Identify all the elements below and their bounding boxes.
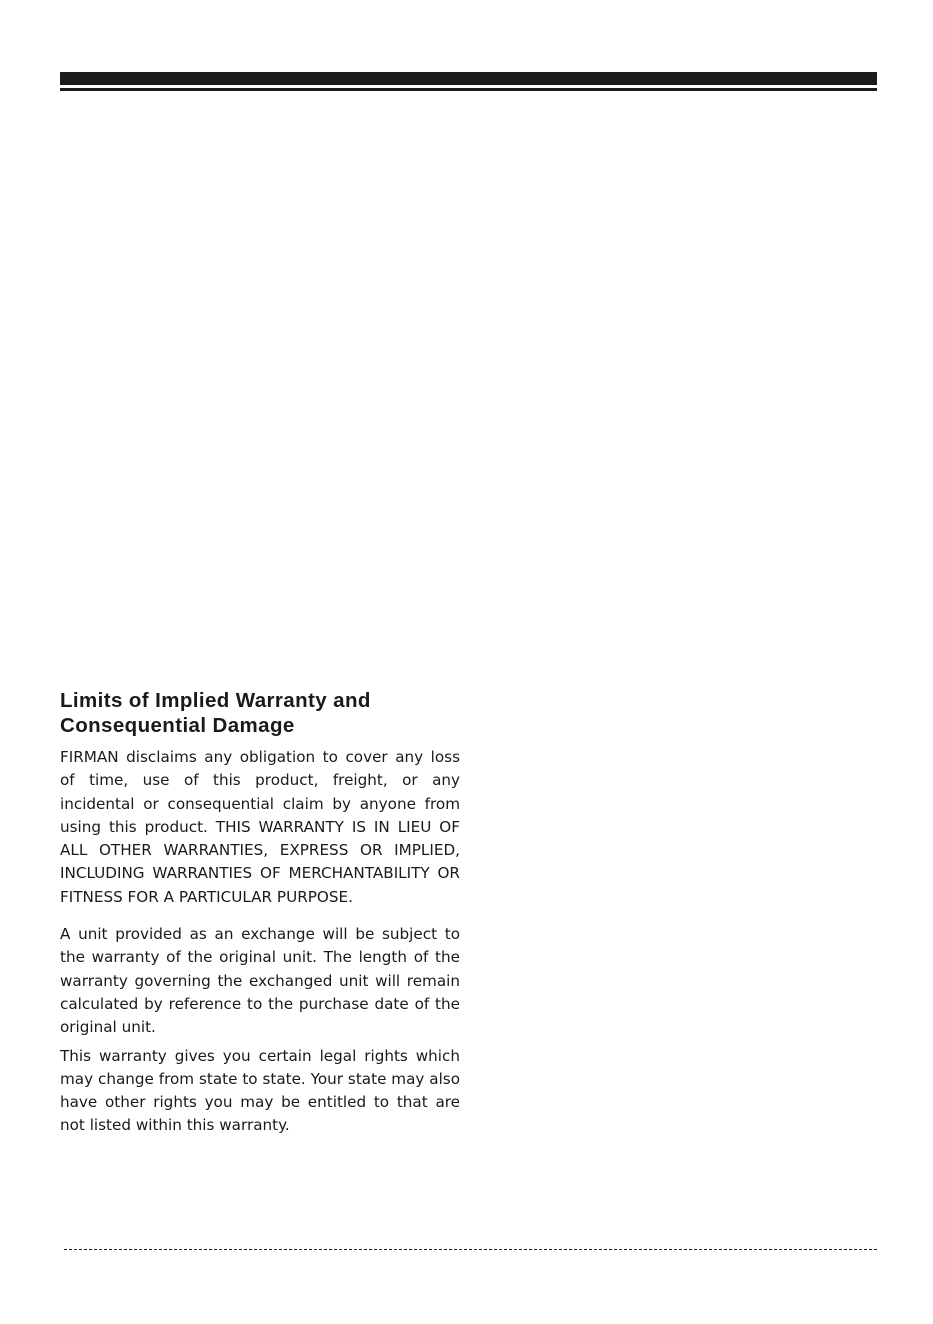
- paragraph-exchange-unit: A unit provided as an exchange will be subject to the warranty of the original unit. The length of the warranty governing the exchanged unit will remain calculated by reference to the purchase date of the original unit.: [60, 925, 460, 1037]
- paragraph-legal-rights: This warranty gives you certain legal rights which may change from state to state. Your state may also have other rights you may be entitled to that are not listed within this warranty.: [60, 1046, 460, 1135]
- footer-dashed-rule: [64, 1249, 877, 1250]
- header-rule-thin: [60, 88, 877, 91]
- paragraph-disclaimer: FIRMAN disclaims any obligation to cover any loss of time, use of this product, freight, or any incidental or consequential claim by anyone from using this product. THIS WARRANTY IS IN LIEU OF ALL OTHER WARRANTIES, EXPRESS OR IMPLIED, INCLUDING WARRANTIES OF MERCHANTABILITY OR FITNESS FOR A PARTICULAR PURPOSE.: [60, 748, 460, 906]
- warranty-limits-section: [60, 688, 460, 1138]
- section-heading: Limits of Implied Warranty and Consequential Damage: [60, 689, 371, 737]
- header-rule-thick: [60, 72, 877, 85]
